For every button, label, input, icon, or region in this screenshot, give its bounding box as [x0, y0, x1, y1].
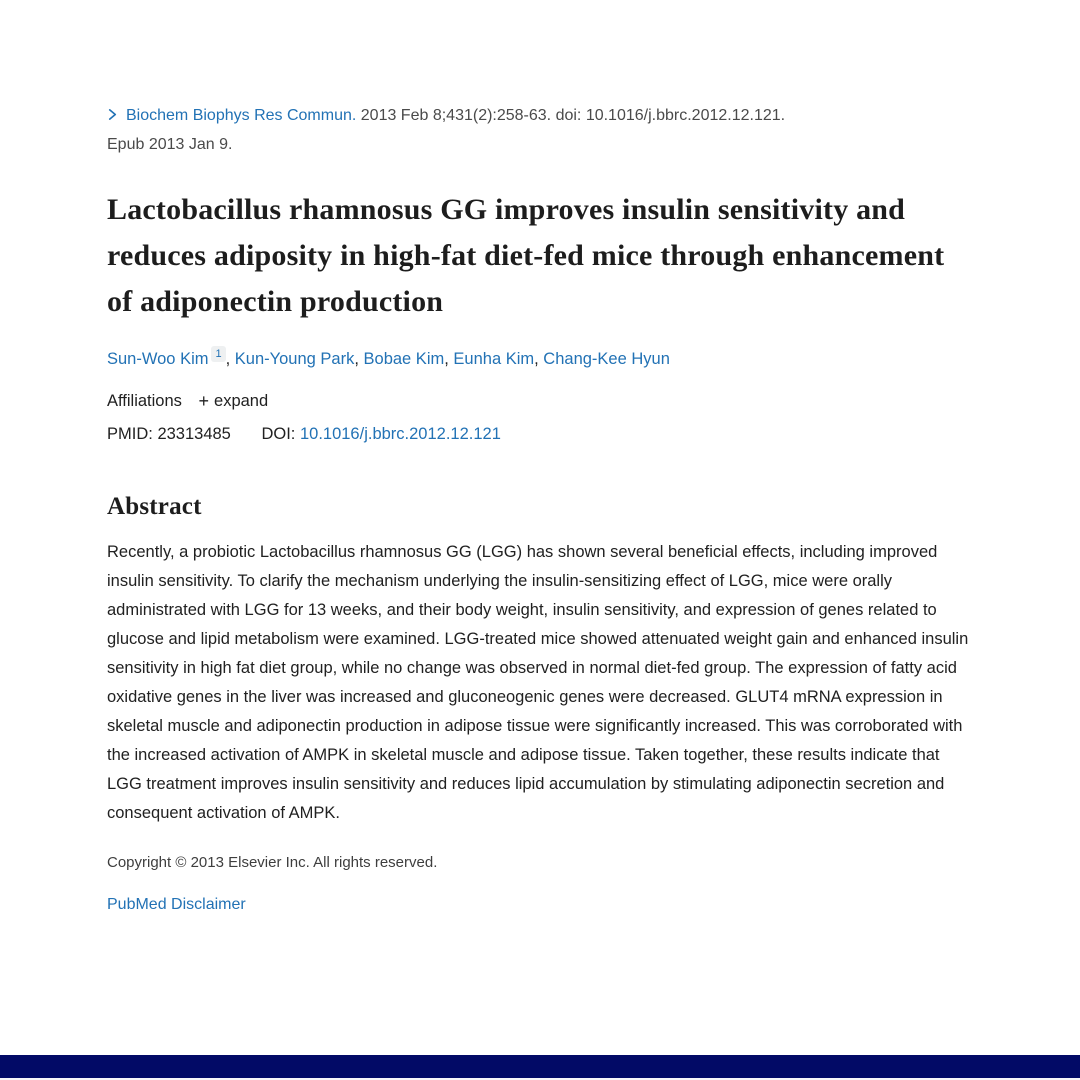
- author-link[interactable]: Bobae Kim: [363, 350, 445, 368]
- affiliations-label: Affiliations: [107, 392, 182, 410]
- pmid-value: 23313485: [157, 425, 231, 443]
- article-title: Lactobacillus rhamnosus GG improves insulin sensitivity and reduces adiposity in high-fat diet-fed mice through enhancement of adiponectin production: [107, 193, 945, 318]
- pmid-label: PMID:: [107, 425, 153, 443]
- author-separator: ,: [354, 350, 364, 368]
- author-link[interactable]: Sun-Woo Kim: [107, 350, 209, 368]
- pubmed-disclaimer-link[interactable]: PubMed Disclaimer: [107, 896, 246, 913]
- author-link[interactable]: Kun-Young Park: [234, 350, 355, 368]
- disclaimer-row: [107, 896, 969, 914]
- expand-label: expand: [214, 392, 269, 410]
- author-link[interactable]: Chang-Kee Hyun: [543, 350, 670, 368]
- authors-line: [107, 347, 969, 371]
- citation-details: 2013 Feb 8;431(2):258-63. doi: 10.1016/j.bbrc.2012.12.121.: [360, 107, 786, 124]
- doi-label: DOI:: [261, 425, 296, 443]
- pmid-group: [107, 425, 235, 443]
- author-separator: ,: [444, 350, 454, 368]
- abstract-text: Recently, a probiotic Lactobacillus rhamnosus GG (LGG) has shown several beneficial effects, including improved insulin sensitivity. To clarify the mechanism underlying the insulin-sensitizing effect of LGG, mice were orally administrated with LGG for 13 weeks, and their body weight, insulin sensitivity, and expression of genes related to glucose and lipid metabolism were examined. LGG-treated mice showed attenuated weight gain and enhanced insulin sensitivity in high fat diet group, while no change was observed in normal diet-fed group. The expression of fatty acid oxidative genes in the liver was increased and gluconeogenic genes were decreased. GLUT4 mRNA expression in skeletal muscle and adiponectin production in adipose tissue were significantly increased. This was corroborated with the increased activation of AMPK in skeletal muscle and adipose tissue. Taken together, these results indicate that LGG treatment improves insulin sensitivity and reduces lipid accumulation by stimulating adiponectin secretion and consequent activation of AMPK.: [107, 543, 969, 822]
- doi-link[interactable]: 10.1016/j.bbrc.2012.12.121: [299, 425, 501, 443]
- journal-dropdown-trigger[interactable]: [107, 107, 361, 124]
- footer-bar: [0, 1055, 1080, 1078]
- citation-banner: [107, 101, 969, 159]
- author-link[interactable]: Eunha Kim: [453, 350, 535, 368]
- chevron-right-icon: [107, 109, 118, 120]
- author-affiliation-superscript: 1: [211, 346, 225, 362]
- affiliations-expand-button[interactable]: [199, 390, 269, 411]
- citation-epub: Epub 2013 Jan 9.: [107, 136, 233, 153]
- author-separator: ,: [534, 350, 544, 368]
- journal-name: Biochem Biophys Res Commun.: [126, 107, 357, 124]
- affiliations-row: [107, 389, 969, 413]
- copyright-notice: Copyright © 2013 Elsevier Inc. All rights reserved.: [107, 854, 438, 871]
- author-separator: ,: [225, 350, 235, 368]
- plus-icon: +: [198, 391, 210, 411]
- doi-group: [261, 425, 500, 443]
- article-content: [107, 101, 969, 914]
- identifiers-row: [107, 422, 969, 446]
- abstract-heading: Abstract: [107, 493, 202, 520]
